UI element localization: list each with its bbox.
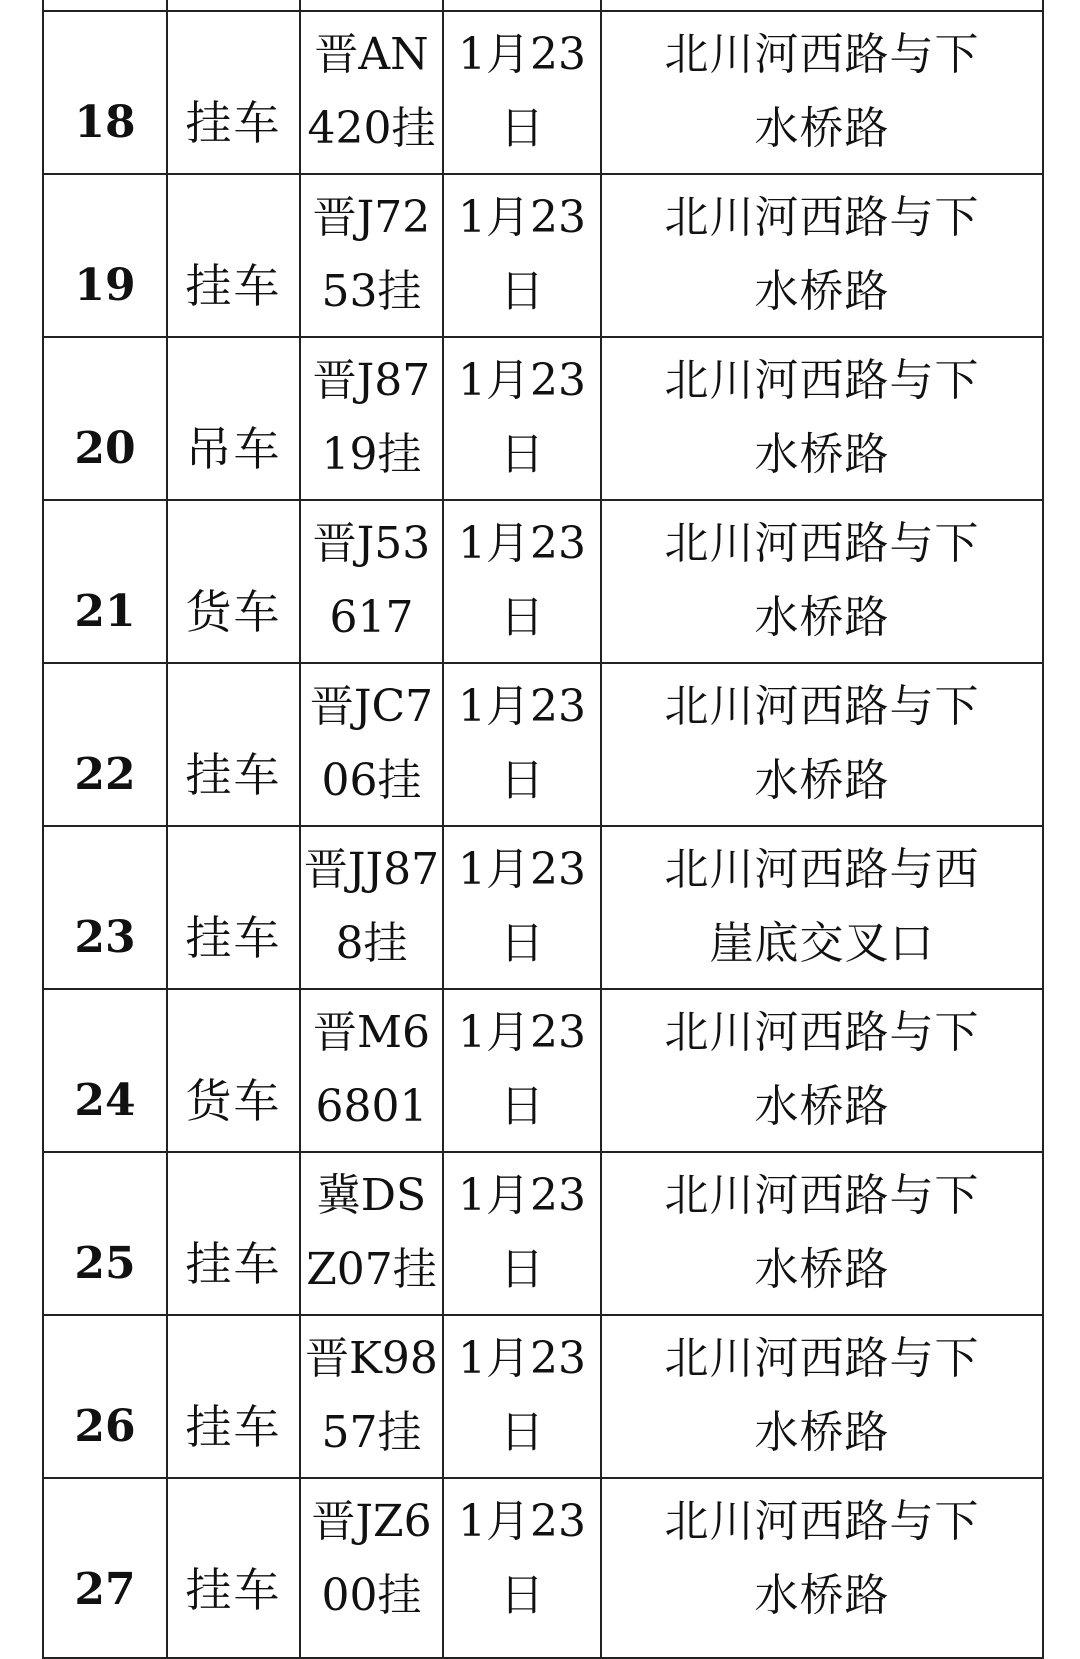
location-cell [601, 1315, 1043, 1478]
plate-line-1: 晋J87 [312, 355, 431, 406]
date-cell [443, 826, 601, 989]
row-number: 21 [74, 586, 136, 637]
date-cell [443, 663, 601, 826]
date-line-1: 1月23 [458, 355, 586, 406]
plate-line-2: 19挂 [321, 429, 422, 480]
table-cell [300, 0, 443, 11]
row-number-cell [43, 826, 167, 989]
date-line-1: 1月23 [458, 681, 586, 732]
row-number: 25 [74, 1238, 136, 1289]
location-line-2: 水桥路 [754, 429, 890, 480]
plate-line-2: 00挂 [321, 1570, 422, 1621]
date-line-2: 日 [500, 429, 544, 480]
row-number-cell [43, 174, 167, 337]
plate-cell [300, 989, 443, 1152]
row-number: 24 [74, 1075, 136, 1126]
vehicle-type-cell [167, 826, 300, 989]
vehicle-type: 挂车 [185, 748, 282, 802]
vehicle-type: 挂车 [185, 1400, 282, 1454]
location-line-2: 水桥路 [754, 1407, 890, 1458]
plate-cell [300, 826, 443, 989]
row-number: 20 [74, 423, 136, 474]
date-line-2: 日 [500, 592, 544, 643]
location-cell [601, 1152, 1043, 1315]
location-line-2: 水桥路 [754, 1570, 890, 1621]
date-line-2: 日 [500, 1244, 544, 1295]
location-line-1: 北川河西路与下 [664, 518, 980, 569]
plate-line-1: 冀DS [316, 1170, 427, 1221]
date-line-2: 日 [500, 755, 544, 806]
location-line-1: 北川河西路与下 [664, 1170, 980, 1221]
date-cell [443, 1478, 601, 1658]
vehicle-type: 挂车 [185, 1563, 282, 1617]
row-number: 18 [74, 97, 136, 148]
location-line-1: 北川河西路与下 [664, 29, 980, 80]
location-cell [601, 663, 1043, 826]
table-row [43, 1152, 1043, 1315]
date-line-2: 日 [500, 1570, 544, 1621]
date-cell [443, 337, 601, 500]
vehicle-type-cell [167, 663, 300, 826]
row-number-cell [43, 337, 167, 500]
vehicle-type: 挂车 [185, 1237, 282, 1291]
plate-cell [300, 11, 443, 174]
plate-line-1: 晋M6 [312, 1007, 431, 1058]
plate-cell [300, 1478, 443, 1658]
date-line-1: 1月23 [458, 1007, 586, 1058]
plate-cell [300, 500, 443, 663]
plate-line-1: 晋J72 [312, 192, 431, 243]
table-cell [601, 0, 1043, 11]
vehicle-type: 挂车 [185, 259, 282, 313]
row-number: 23 [74, 912, 136, 963]
row-number-cell [43, 989, 167, 1152]
date-line-2: 日 [500, 918, 544, 969]
table-row [43, 989, 1043, 1152]
plate-line-2: 420挂 [307, 103, 436, 154]
date-cell [443, 500, 601, 663]
vehicle-type-cell [167, 500, 300, 663]
table-row [43, 826, 1043, 989]
location-line-2: 水桥路 [754, 1244, 890, 1295]
table-row [43, 500, 1043, 663]
location-line-1: 北川河西路与下 [664, 1007, 980, 1058]
location-line-2: 水桥路 [754, 266, 890, 317]
location-line-1: 北川河西路与西 [664, 844, 980, 895]
location-cell [601, 11, 1043, 174]
vehicle-type: 挂车 [185, 96, 282, 150]
location-cell [601, 337, 1043, 500]
row-number: 26 [74, 1401, 136, 1452]
date-line-1: 1月23 [458, 1496, 586, 1547]
table-row [43, 1315, 1043, 1478]
date-line-1: 1月23 [458, 1333, 586, 1384]
date-cell [443, 174, 601, 337]
plate-line-1: 晋JC7 [309, 681, 434, 732]
table-row [43, 1478, 1043, 1658]
date-cell [443, 11, 601, 174]
vehicle-type-cell [167, 11, 300, 174]
row-number-cell [43, 1478, 167, 1658]
plate-line-2: 8挂 [335, 918, 408, 969]
vehicle-type-cell [167, 1152, 300, 1315]
vehicle-type-cell [167, 174, 300, 337]
date-line-1: 1月23 [458, 1170, 586, 1221]
violation-table-sheet [42, 0, 1042, 1659]
table-row [43, 337, 1043, 500]
table-cell [167, 0, 300, 11]
location-line-2: 崖底交叉口 [709, 918, 935, 969]
date-line-1: 1月23 [458, 29, 586, 80]
date-line-2: 日 [500, 266, 544, 317]
vehicle-type: 吊车 [185, 422, 282, 476]
plate-line-1: 晋JZ6 [311, 1496, 432, 1547]
plate-cell [300, 1152, 443, 1315]
plate-line-2: 617 [329, 592, 414, 643]
table-row [43, 174, 1043, 337]
row-number: 27 [74, 1564, 136, 1615]
vehicle-type: 货车 [185, 585, 282, 639]
violation-records-table [42, 0, 1044, 1659]
table-row [43, 11, 1043, 174]
plate-cell [300, 337, 443, 500]
table-row-cut-off [43, 0, 1043, 11]
vehicle-type: 货车 [185, 1074, 282, 1128]
location-line-2: 水桥路 [754, 103, 890, 154]
vehicle-type-cell [167, 1315, 300, 1478]
row-number-cell [43, 1315, 167, 1478]
date-line-1: 1月23 [458, 844, 586, 895]
location-line-1: 北川河西路与下 [664, 192, 980, 243]
date-line-2: 日 [500, 1407, 544, 1458]
location-line-2: 水桥路 [754, 1081, 890, 1132]
location-line-2: 水桥路 [754, 755, 890, 806]
plate-line-2: 53挂 [321, 266, 422, 317]
location-cell [601, 989, 1043, 1152]
location-line-1: 北川河西路与下 [664, 1496, 980, 1547]
location-cell [601, 1478, 1043, 1658]
table-cell [43, 0, 167, 11]
vehicle-type-cell [167, 337, 300, 500]
location-cell [601, 500, 1043, 663]
date-line-2: 日 [500, 103, 544, 154]
vehicle-type: 挂车 [185, 911, 282, 965]
vehicle-type-cell [167, 989, 300, 1152]
table-row [43, 663, 1043, 826]
date-line-2: 日 [500, 1081, 544, 1132]
row-number-cell [43, 663, 167, 826]
table-cell [443, 0, 601, 11]
date-cell [443, 989, 601, 1152]
date-line-1: 1月23 [458, 518, 586, 569]
location-cell [601, 826, 1043, 989]
plate-line-2: 06挂 [321, 755, 422, 806]
plate-line-1: 晋J53 [312, 518, 431, 569]
date-cell [443, 1315, 601, 1478]
plate-cell [300, 663, 443, 826]
plate-line-1: 晋JJ87 [303, 844, 440, 895]
row-number-cell [43, 11, 167, 174]
row-number: 19 [74, 260, 136, 311]
date-line-1: 1月23 [458, 192, 586, 243]
plate-line-1: 晋K98 [305, 1333, 438, 1384]
plate-line-2: 6801 [315, 1081, 428, 1132]
location-line-2: 水桥路 [754, 592, 890, 643]
location-cell [601, 174, 1043, 337]
plate-line-1: 晋AN [314, 29, 429, 80]
location-line-1: 北川河西路与下 [664, 681, 980, 732]
plate-cell [300, 1315, 443, 1478]
row-number: 22 [74, 749, 136, 800]
date-cell [443, 1152, 601, 1315]
row-number-cell [43, 500, 167, 663]
plate-line-2: Z07挂 [306, 1244, 437, 1295]
location-line-1: 北川河西路与下 [664, 1333, 980, 1384]
plate-line-2: 57挂 [321, 1407, 422, 1458]
location-line-1: 北川河西路与下 [664, 355, 980, 406]
vehicle-type-cell [167, 1478, 300, 1658]
plate-cell [300, 174, 443, 337]
row-number-cell [43, 1152, 167, 1315]
